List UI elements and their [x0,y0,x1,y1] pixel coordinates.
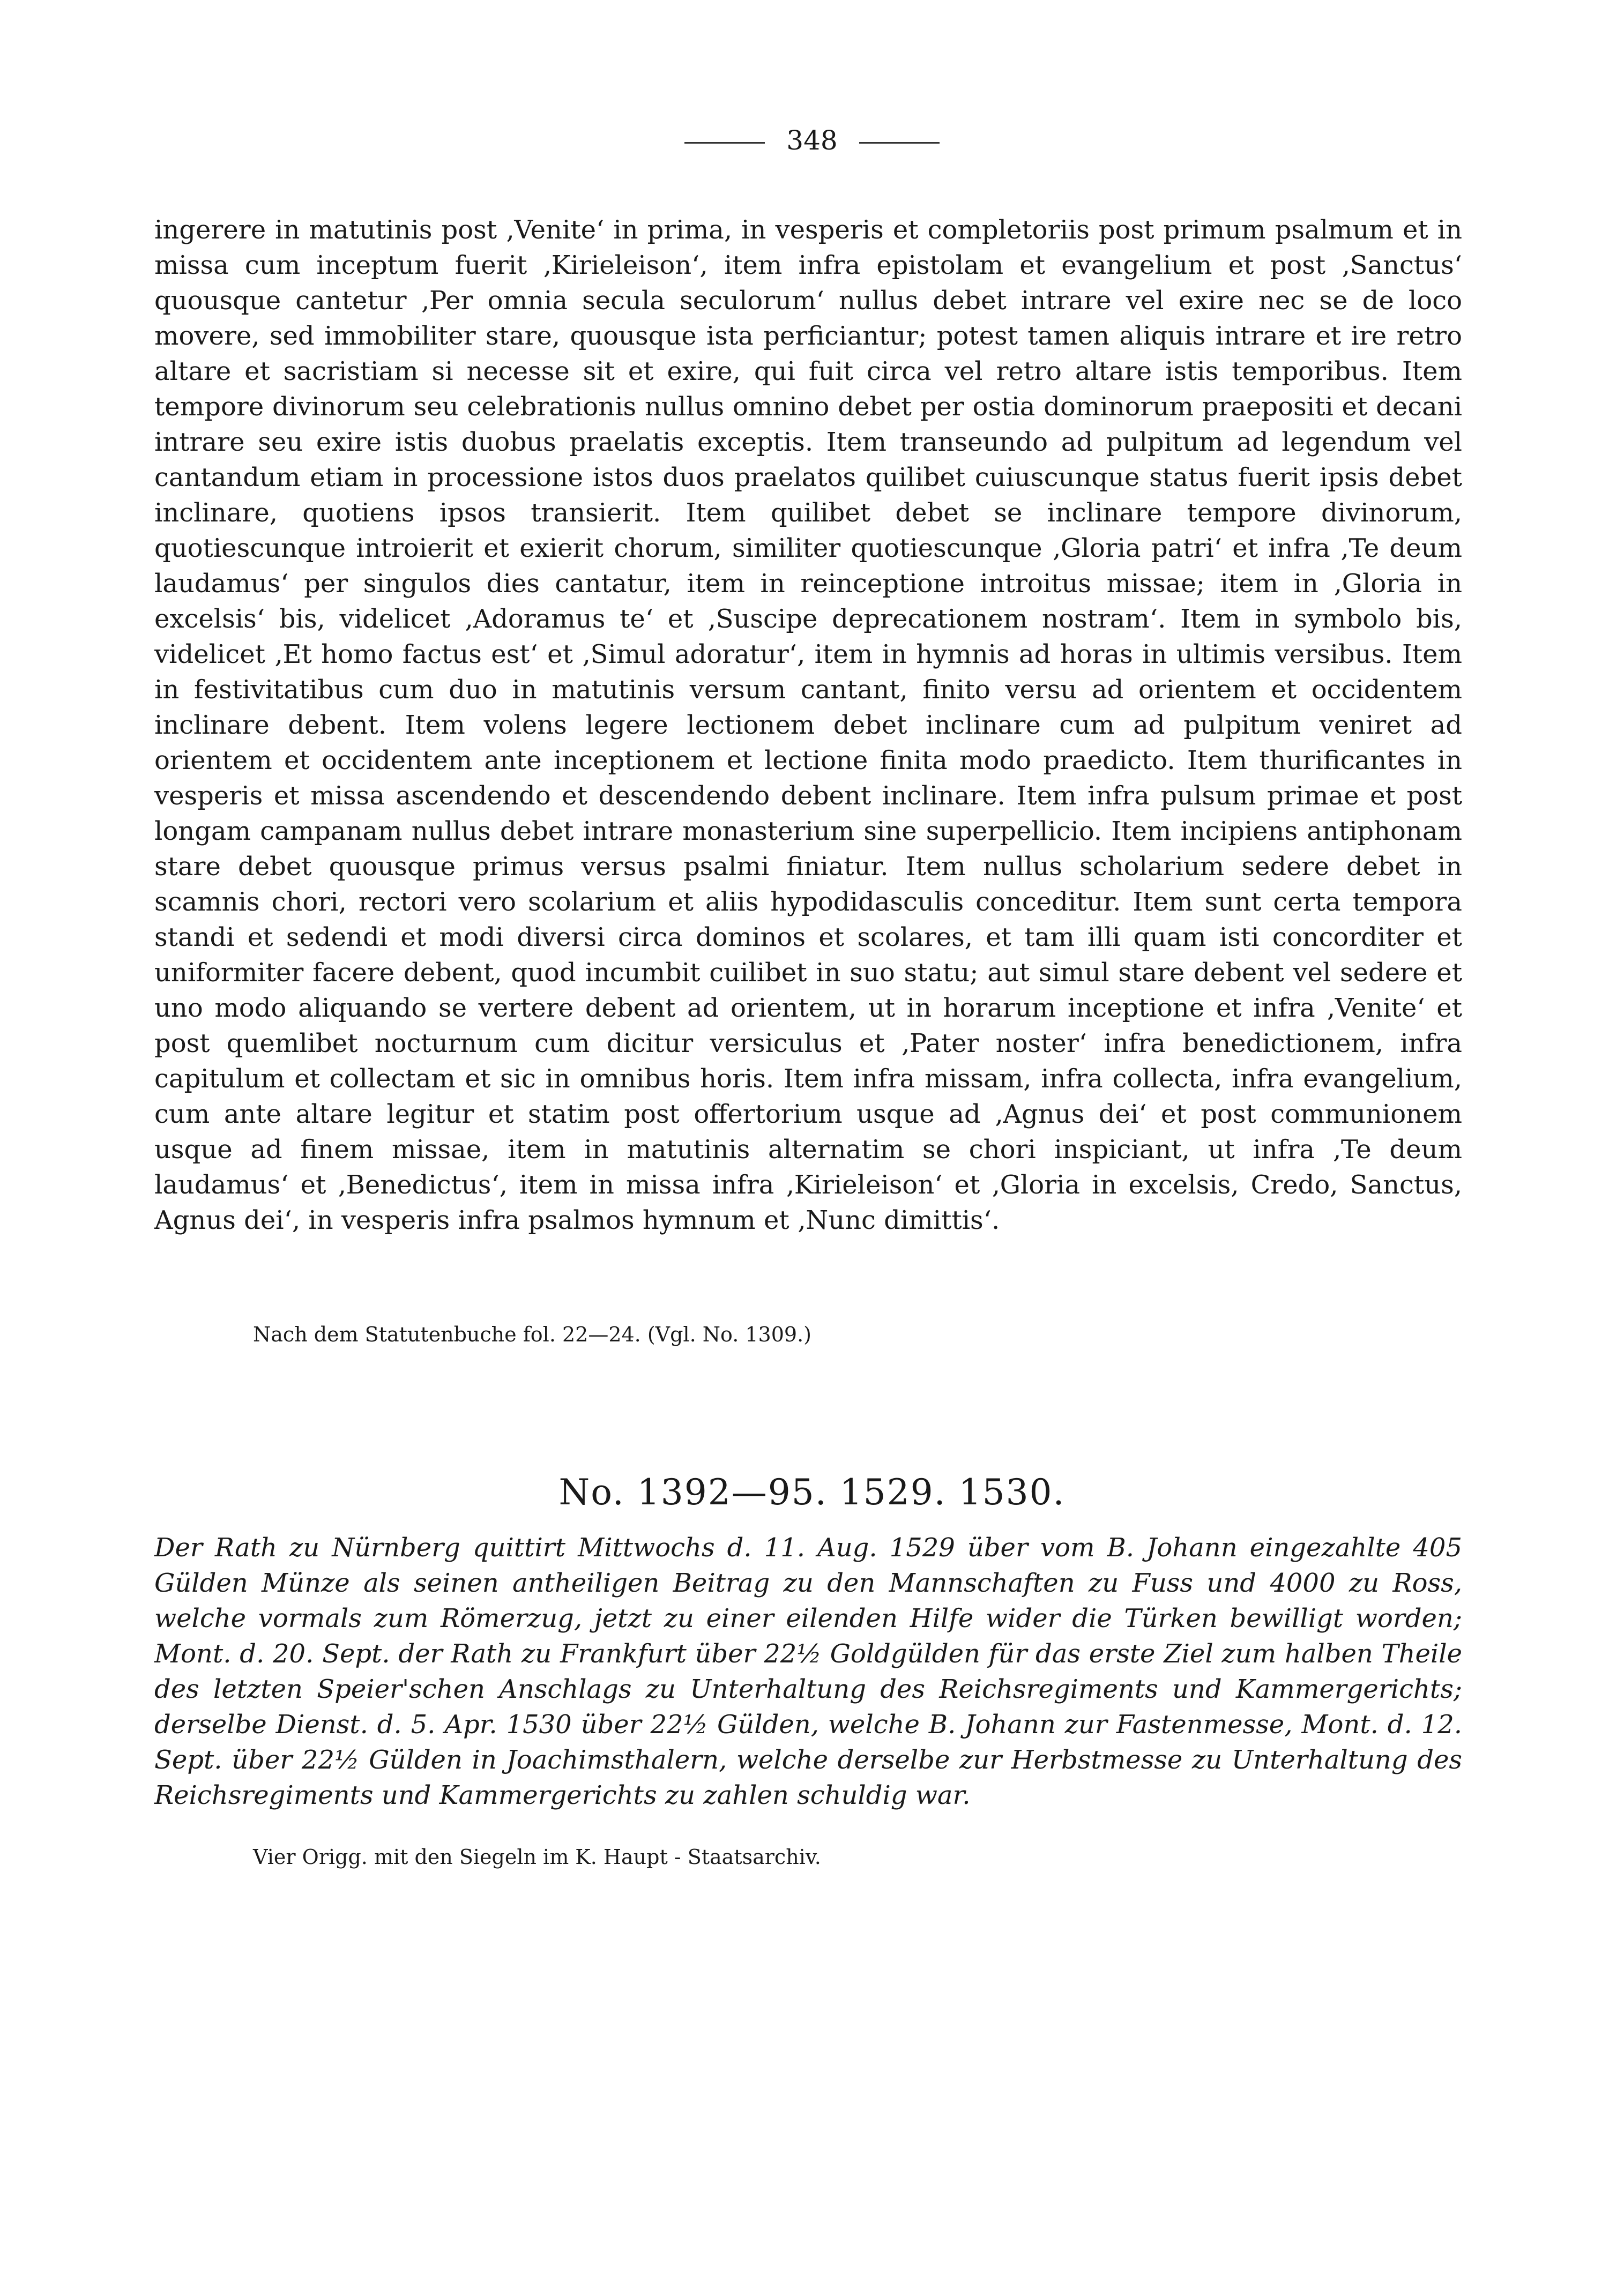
document-regest: Der Rath zu Nürnberg quittirt Mittwochs d. 11. Aug. 1529 über vom B. Johann eingezahlte 405 Gülden Münze als seinen antheiligen Beitrag zu den Mannschaften zu Fuss und 4000 zu Ross, welche vormals zum Römerzug, jetzt zu einer eilenden Hilfe wider die Türken bewilligt worden; Mont. d. 20. Sept. der Rath zu Frankfurt über 22½ Goldgülden für das erste Ziel zum halben Theile des letzten Speier'schen Anschlags zu Unterhaltung des Reichsregiments und Kammergerichts; derselbe Dienst. d. 5. Apr. 1530 über 22½ Gülden, welche B. Johann zur Fastenmesse, Mont. d. 12. Sept. über 22½ Gülden in Joachimsthalern, welche derselbe zur Herbstmesse zu Unterhaltung des Reichsregiments und Kammergerichts zu zahlen schuldig war. [154,1533,1462,1810]
body-paragraph: ingerere in matutinis post ‚Venite‘ in prima, in vesperis et completoriis post primum psalmum et in missa cum inceptum fuerit ‚Kirieleison‘, item infra epistolam et evangelium et post ‚Sanctus‘ quousque cantetur ‚Per omnia secula seculorum‘ nullus debet intrare vel exire nec se de loco movere, sed immobiliter stare, quousque ista perficiantur; potest tamen aliquis intrare et ire retro altare et sacristiam si necesse sit et exire, qui fuit circa vel retro altare istis temporibus. Item tempore divinorum seu celebrationis nullus omnino debet per ostia dominorum praepositi et decani intrare seu exire istis duobus praelatis exceptis. Item transeundo ad pulpitum ad legendum vel cantandum etiam in processione istos duos praelatos quilibet cuiuscunque status fuerit ipsis debet inclinare, quotiens ipsos transierit. Item quilibet debet se inclinare tempore divinorum, quotiescunque introierit et exierit chorum, similiter quotiescunque ‚Gloria patri‘ et infra ‚Te deum laudamus‘ per singulos dies cantatur, item in reinceptione introitus missae; item in ‚Gloria in excelsis‘ bis, videlicet ‚Adoramus te‘ et ‚Suscipe deprecationem nostram‘. Item in symbolo bis, videlicet ‚Et homo factus est‘ et ‚Simul adoratur‘, item in hymnis ad horas in ultimis versibus. Item in festivitatibus cum duo in matutinis versum cantant, finito versu ad orientem et occidentem inclinare debent. Item volens legere lectionem debet inclinare cum ad pulpitum veniret ad orientem et occidentem ante inceptionem et lectione finita modo praedicto. Item thurificantes in vesperis et missa ascendendo et descendendo debent inclinare. Item infra pulsum primae et post longam campanam nullus debet intrare monasterium sine superpellicio. Item incipiens antiphonam stare debet quousque primus versus psalmi finiatur. Item nullus scholarium sedere debet in scamnis chori, rectori vero scolarium et aliis hypodidasculis conceditur. Item sunt certa tempora standi et sedendi et modi diversi circa dominos et scolares, et tam illi quam isti concorditer et uniformiter facere debent, quod incumbit cuilibet in suo statu; aut simul stare debent vel sedere et uno modo aliquando se vertere debent ad orientem, ut in horarum inceptione et infra ‚Venite‘ et post quemlibet nocturnum cum dicitur versiculus et ‚Pater noster‘ infra benedictionem, infra capitulum et collectam et sic in omnibus horis. Item infra missam, infra collecta, infra evangelium, cum ante altare legitur et statim post offertorium usque ad ‚Agnus dei‘ et post communionem usque ad finem missae, item in matutinis alternatim se chori inspiciant, ut infra ‚Te deum laudamus‘ et ‚Benedictus‘, item in missa infra ‚Kirieleison‘ et ‚Gloria in excelsis, Credo, Sanctus, Agnus dei‘, in vesperis infra psalmos hymnum et ‚Nunc dimittis‘. [154,215,1462,1235]
page-header [0,124,1624,156]
body-text [154,212,1462,1238]
header-rule-left [684,142,765,144]
archive-note: Vier Origg. mit den Siegeln im K. Haupt - Staatsarchiv. [253,1845,821,1869]
document-number-heading: No. 1392—95. 1529. 1530. [558,1472,1066,1513]
source-note: Nach dem Statutenbuche fol. 22—24. (Vgl. No. 1309.) [253,1323,811,1346]
page-number: 348 [786,125,838,156]
header-rule-right [859,142,940,144]
